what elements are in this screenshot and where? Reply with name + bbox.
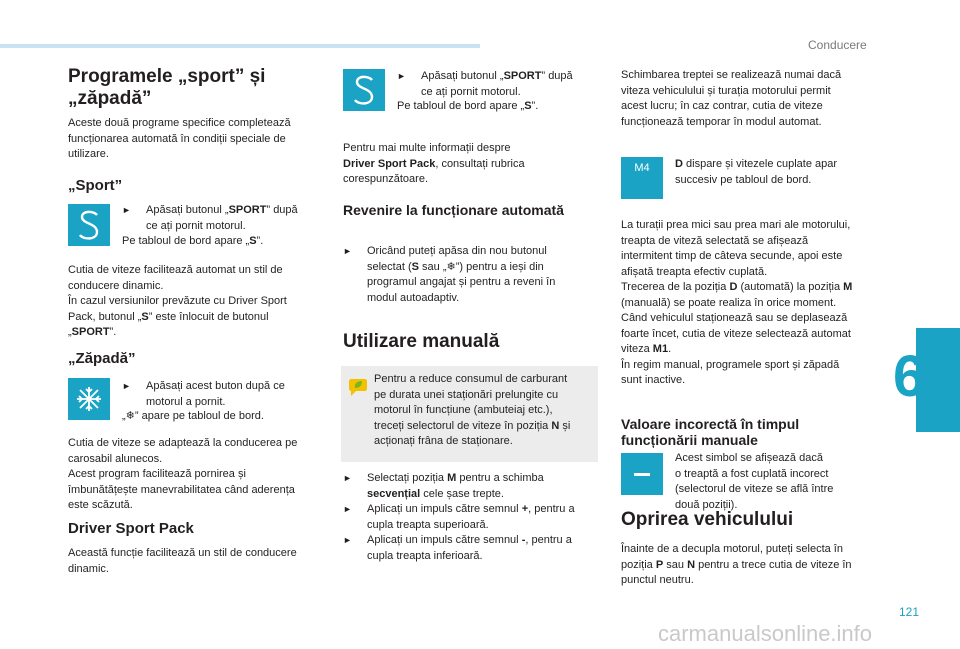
snow-bullet: ► Apăsați acest buton după ce motorul a pornit.: [122, 380, 285, 408]
sport-display-note: Pe tabloul de bord apare „S”.: [122, 235, 264, 247]
snow-heading: „Zăpadă”: [68, 350, 136, 367]
sport-display-note: Pe tabloul de bord apare „S”.: [397, 100, 539, 112]
running-title: Conducere: [808, 38, 867, 52]
invalid-value-heading: Valoare incorectă în timpul funcționării manuale: [621, 416, 800, 448]
driver-sport-pack-heading: Driver Sport Pack: [68, 520, 194, 537]
manual-bullet-2: ► Aplicați un impuls către semnul +, pentru a cupla treapta superioară.: [343, 503, 575, 531]
revert-heading: Revenire la funcționare automată: [343, 202, 564, 218]
arrow-icon: ►: [397, 71, 406, 81]
snow-paragraph: Cutia de viteze se adaptează la conducerea pe carosabil alunecos. Acest program facilitează pornirea și îmbunătățește manevrabilitatea când aderența este scăzută.: [68, 437, 298, 511]
page-number: 121: [899, 605, 920, 619]
manual-bullet-3: ► Aplicați un impuls către semnul -, pentru a cupla treapta inferioară.: [343, 534, 572, 562]
stop-vehicle-paragraph: Înainte de a decupla motorul, puteți selecta în poziția P sau N pentru a trece cutia de viteze în punctul neutru.: [621, 543, 852, 586]
sport-bullet: ► Apăsați butonul „SPORT” după ce ați pornit motorul.: [397, 70, 573, 98]
eco-tip-icon: [348, 376, 368, 403]
sport-heading: „Sport”: [68, 177, 123, 194]
tip-box: [341, 366, 598, 462]
gear-m4-icon: M4: [621, 157, 663, 199]
snowflake-icon: [68, 378, 110, 420]
sport-paragraph: Cutia de viteze facilitează automat un stil de conducere dinamic. În cazul versiunilor prevăzute cu Driver Sport Pack, butonul „S” este înlocuit de butonul „SPORT”.: [68, 264, 287, 338]
sport-bullet: ► Apăsați butonul „SPORT” după ce ați pornit motorul.: [122, 204, 298, 232]
intro-paragraph: Aceste două programe specifice completează funcționarea automată în condiții speciale de utilizare.: [68, 117, 291, 160]
watermark: carmanualsonline.info: [658, 621, 873, 646]
arrow-icon: ►: [122, 381, 131, 391]
section-title: Programele „sport” și „zăpadă”: [68, 66, 266, 109]
snow-display-note: „❄” apare pe tabloul de bord.: [122, 410, 264, 422]
dash-indicator-icon: [621, 453, 663, 495]
manual-bullet-1: ► Selectați poziția M pentru a schimba secvențial cele șase trepte.: [343, 472, 544, 500]
arrow-icon: ►: [343, 535, 352, 545]
driver-sport-pack-paragraph: Această funcție facilitează un stil de conducere dinamic.: [68, 547, 297, 575]
header-accent-bar: [0, 44, 480, 48]
stop-vehicle-heading: Oprirea vehiculului: [621, 509, 794, 530]
revert-bullet: ► Oricând puteți apăsa din nou butonul selectat (S sau „❄”) pentru a ieși din programul angajat și pentru a reveni în modul autoadaptiv.: [343, 245, 556, 304]
chapter-number: 6: [893, 344, 926, 409]
arrow-icon: ►: [343, 504, 352, 514]
tip-text: Pentru a reduce consumul de carburant pe durata unei staționări prelungite cu motorul în funcțiune (ambuteiaj etc.), treceți selectorul de viteze în poziția N și acționați frâna de staționare.: [374, 373, 571, 447]
arrow-icon: ►: [343, 246, 352, 256]
sport-s-icon: [68, 204, 110, 246]
arrow-icon: ►: [122, 205, 131, 215]
manual-heading: Utilizare manuală: [343, 331, 500, 352]
invalid-value-text: Acest simbol se afișează dacă o treaptă a fost cuplată incorect (selectorul de viteze se află între două poziții).: [675, 452, 834, 511]
engine-speed-paragraph: La turații prea mici sau prea mari ale motorului, treapta de viteză selectată se afișează intermitent timp de câteva secunde, apoi este afișată treapta efectiv cuplată. Trecerea de la poziția D (automată) la poziția M (manuală) se poate realiza în orice moment. Când vehiculul staționează sau se deplasează foarte încet, cutia de viteze selectează automat viteza M1. În regim manual, programele sport și zăpadă sunt inactive.: [621, 219, 853, 386]
info-paragraph: Pentru mai multe informații despre Driver Sport Pack, consultați rubrica corespunzătoare.: [343, 142, 525, 185]
arrow-icon: ►: [343, 473, 352, 483]
gear-change-paragraph: Schimbarea treptei se realizează numai dacă viteza vehiculului și turația motorului permit acest lucru; în caz contrar, cutia de viteze funcționează temporar în modul automat.: [621, 69, 842, 128]
sport-s-icon: [343, 69, 385, 111]
gear-display-note: D dispare și vitezele cuplate apar succesiv pe tabloul de bord.: [675, 158, 838, 186]
